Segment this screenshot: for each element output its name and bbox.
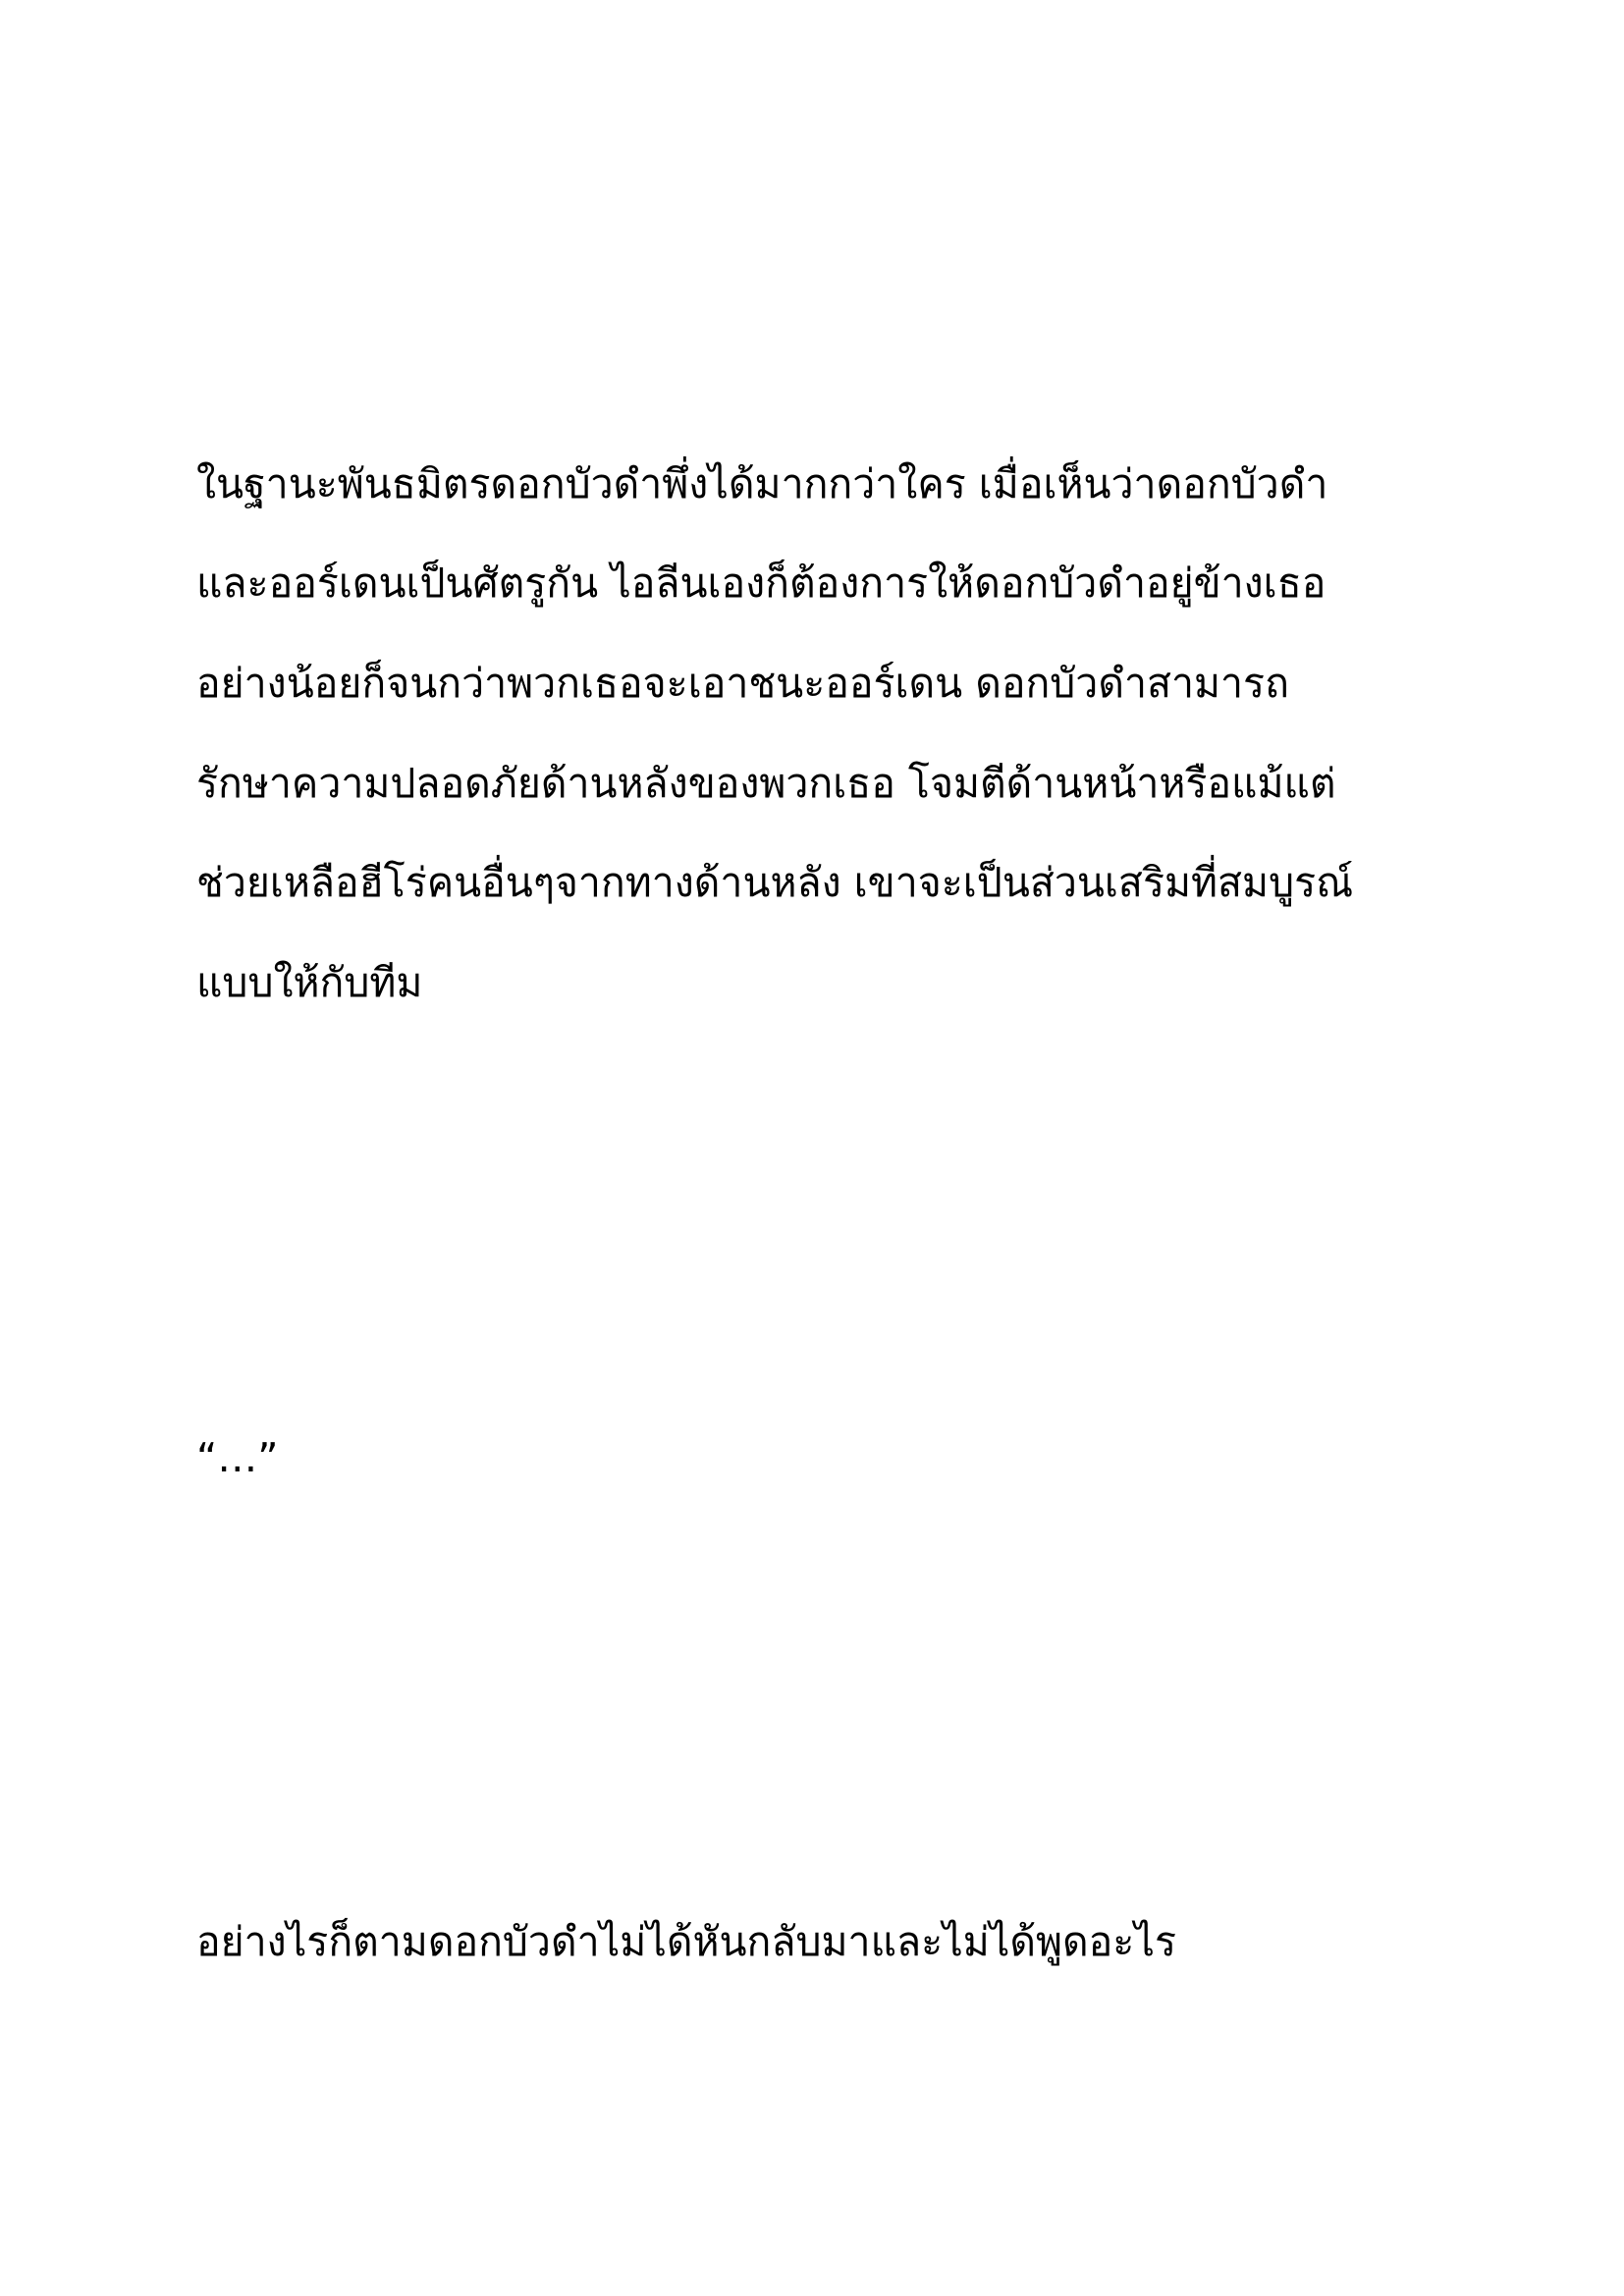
paragraph-1-line-4: รักษาความปลอดภัยด้านหลังของพวกเธอ โจมตีด้านหน้าหรือแม้แต่ xyxy=(196,760,1336,807)
paragraph-1-line-3: อย่างน้อยก็จนกว่าพวกเธอจะเอาชนะออร์เดน ดอกบัวดำสามารถ xyxy=(196,660,1289,707)
paragraph-2: อย่างไรก็ตามดอกบัวดำไม่ได้หันกลับมาและไม่ได้พูดอะไร xyxy=(196,1918,1176,1965)
dialogue-ellipsis: “…” xyxy=(196,1434,279,1481)
paragraph-1-line-1: ในฐานะพันธมิตรดอกบัวดำพึ่งได้มากกว่าใคร เมื่อเห็นว่าดอกบัวดำ xyxy=(196,460,1328,507)
paragraph-1-line-2: และออร์เดนเป็นศัตรูกัน ไอลีนเองก็ต้องการให้ดอกบัวดำอยู่ข้างเธอ xyxy=(196,560,1326,607)
paragraph-1-line-6: แบบให้กับทีม xyxy=(196,959,423,1006)
paragraph-1-line-5: ช่วยเหลือฮีโร่คนอื่นๆจากทางด้านหลัง เขาจะเป็นส่วนเสริมที่สมบูรณ์ xyxy=(196,859,1354,906)
